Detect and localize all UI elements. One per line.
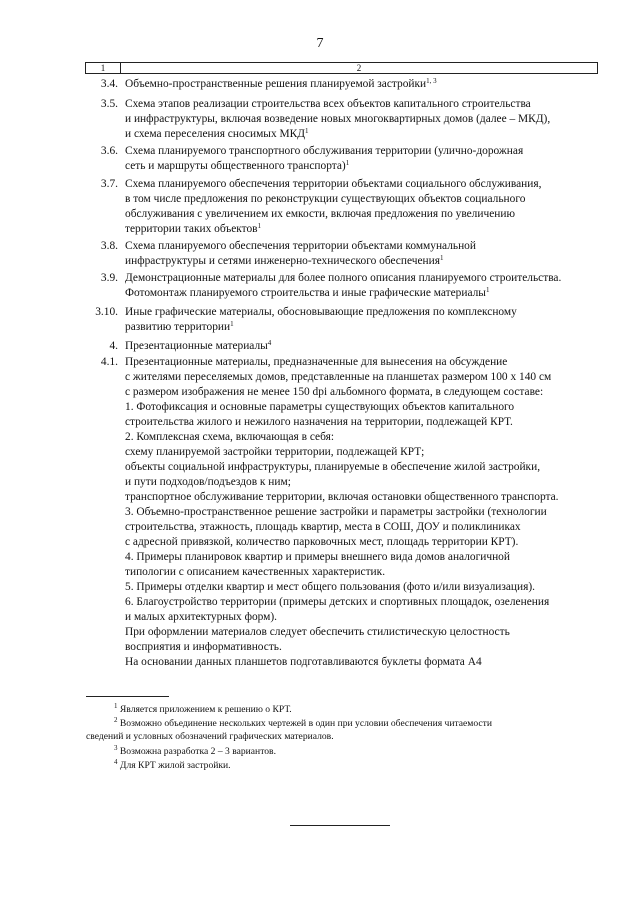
row-text-line: При оформлении материалов следует обеспечить стилистическую целостность (125, 626, 510, 638)
footnote (86, 759, 598, 772)
row-text-line: типологии с описанием качественных характеристик. (125, 566, 386, 578)
row-text-line: схему планируемой застройки территории, подлежащей КРТ; (125, 446, 425, 458)
row-number: 4.1. (100, 356, 118, 368)
row-text-line: 5. Примеры отделки квартир и мест общего пользования (фото и/или визуализация). (125, 581, 535, 593)
row-text (125, 97, 599, 142)
row-text-line: с жителями переселяемых домов, представленные на планшетах размером 100 х 140 см (125, 371, 552, 383)
row-number: 3.6. (100, 145, 118, 157)
row-text-line: 1. Фотофиксация и основные параметры существующих объектов капитального (125, 401, 515, 413)
row-text-line: и инфраструктуры, включая возведение новых многоквартирных домов (далее – МКД), (125, 113, 551, 125)
table-header-col1: 1 (86, 63, 121, 73)
footnote-ref: 1 (305, 127, 309, 135)
row-number: 3.4. (100, 78, 118, 90)
row-text-line: На основании данных планшетов подготавливаются буклеты формата А4 (125, 656, 482, 668)
row-number: 3.10. (95, 306, 118, 318)
row-text-line: Иные графические материалы, обосновывающие предложения по комплексному (125, 306, 517, 318)
bottom-separator (290, 825, 390, 826)
footnote-ref: 4 (267, 339, 272, 347)
row-text-line: Объемно-пространственные решения планируемой застройки$^{1, 3}$ (125, 77, 437, 90)
row-text-line: с размером изображения не менее 150 dpi альбомного формата, в следующем составе: (125, 386, 544, 398)
row-text-line: Презентационные материалы, предназначенные для вынесения на обсуждение (125, 356, 508, 368)
footnote (86, 745, 598, 758)
row-text-line: строительства жилого и нежилого назначения на территории, подлежащей КРТ. (125, 416, 513, 428)
row-text-line: Фотомонтаж планируемого строительства и иные графические материалы$^1$ (125, 286, 490, 299)
row-text-line: Схема этапов реализации строительства всех объектов капитального строительства (125, 98, 531, 110)
row-text-line: строительства, этажность, площадь квартир, места в СОШ, ДОУ и поликлиниках (125, 521, 521, 533)
row-text-line: объекты социальной инфраструктуры, планируемые в обеспечение жилой застройки, (125, 461, 541, 473)
row-text-line: восприятия и информативность. (125, 641, 282, 653)
row-text-line: Демонстрационные материалы для более полного описания планируемого строительства. (125, 272, 562, 284)
row-number: 3.9. (100, 272, 118, 284)
footnote-ref: 1 (439, 254, 444, 262)
footnote-mark: 2 (114, 716, 118, 724)
footnote-ref: 1 (485, 286, 490, 294)
footnote-separator (86, 696, 169, 697)
row-text-line: и схема переселения сносимых МКД$^1$ (125, 127, 309, 140)
row-text-line: и пути подходов/подъездов к ним; (125, 476, 291, 488)
row-text-line: в том числе предложения по реконструкции существующих объектов социального (125, 193, 526, 205)
footnote-mark: 4 (114, 758, 118, 766)
row-text (125, 177, 599, 237)
row-text-line: Схема планируемого обеспечения территории объектами коммунальной (125, 240, 476, 252)
footnote-text: Возможно объединение нескольких чертежей в один при условии обеспечения читаемости (119, 718, 492, 729)
row-text-line: 2. Комплексная схема, включающая в себя: (125, 431, 335, 443)
row-text-line: 3. Объемно-пространственное решение застройки и параметры застройки (технологии (125, 506, 547, 518)
row-text-line: сеть и маршруты общественного транспорта)$^1$ (125, 159, 350, 172)
row-text (125, 144, 599, 174)
row-text-line: обслуживания с увеличением их емкости, включая предложения по увеличению (125, 208, 515, 220)
table-header (85, 62, 598, 74)
row-text-line: 4. Примеры планировок квартир и примеры внешнего вида домов аналогичной (125, 551, 510, 563)
row-text-line: с адресной привязкой, количество парковочных мест, площадь территории КРТ). (125, 536, 519, 548)
row-number: 3.7. (100, 178, 118, 190)
footnote-ref: 1 (230, 320, 234, 328)
footnote-text: Является приложением к решению о КРТ. (119, 704, 292, 715)
row-text-line: транспортное обслуживание территории, включая остановки общественного транспорта. (125, 491, 559, 503)
row-text (125, 339, 599, 354)
footnote-text-cont: сведений и условных обозначений графических материалов. (86, 731, 334, 742)
row-text-line: Презентационные материалы$^4$ (125, 339, 272, 352)
table-header-col2: 2 (356, 63, 362, 73)
row-text-line: территории таких объектов$^1$ (125, 222, 262, 235)
footnote-text: Возможна разработка 2 – 3 вариантов. (119, 746, 276, 757)
row-text-line: развитию территории$^1$ (125, 320, 234, 333)
row-text (125, 271, 599, 301)
footnote (86, 703, 598, 716)
footnote-ref: 1 (257, 222, 262, 230)
row-number: 3.8. (100, 240, 118, 252)
row-text (125, 77, 599, 92)
footnote-text: Для КРТ жилой застройки. (119, 760, 231, 771)
footnote-mark: 1 (114, 702, 118, 710)
row-text-line: инфраструктуры и сетями инженерно-технического обеспечения$^1$ (125, 254, 444, 267)
footnote-ref: 1, 3 (426, 77, 437, 85)
row-text-line: 6. Благоустройство территории (примеры детских и спортивных площадок, озеленения (125, 596, 550, 608)
row-text (125, 355, 599, 670)
page-number: 7 (316, 36, 324, 51)
row-text-line: Схема планируемого транспортного обслуживания территории (улично-дорожная (125, 145, 524, 157)
footnote-ref: 1 (345, 159, 350, 167)
footnote (86, 717, 598, 743)
row-number: 4. (109, 340, 118, 352)
footnote-mark: 3 (114, 744, 118, 752)
row-number: 3.5. (100, 98, 118, 110)
row-text (125, 305, 599, 335)
row-text (125, 239, 599, 269)
row-text-line: и малых архитектурных форм). (125, 611, 278, 623)
row-text-line: Схема планируемого обеспечения территории объектами социального обслуживания, (125, 178, 542, 190)
